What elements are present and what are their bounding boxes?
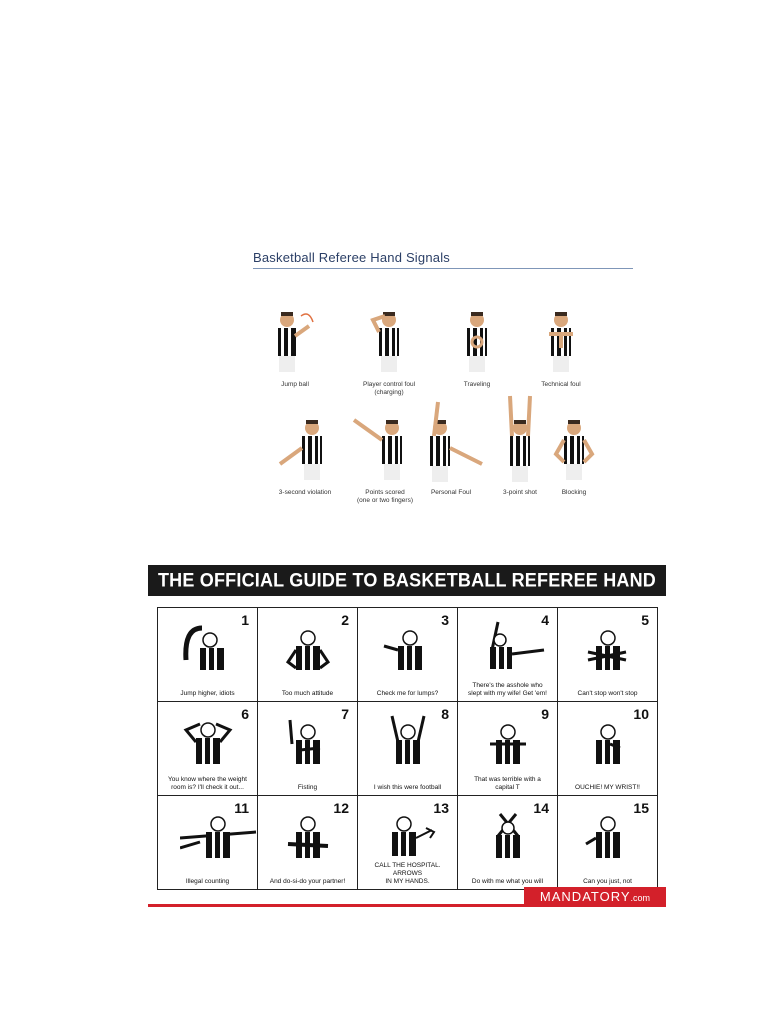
cell-number: 2 — [341, 612, 349, 628]
referee-sketch-1 — [180, 620, 236, 680]
referee-sketch-7 — [280, 714, 336, 774]
referee-jump-ball-figure — [265, 308, 325, 378]
grid-cell — [258, 702, 358, 796]
grid-cell — [358, 702, 458, 796]
signal-caption: Technical foul — [541, 381, 581, 388]
signal-3-second-violation — [260, 416, 350, 497]
cell-caption: Fisting — [297, 784, 318, 791]
cell-caption: Check me for lumps? — [376, 690, 439, 697]
signal-caption: 3-point shot — [503, 489, 537, 496]
referee-signals-chart — [200, 240, 660, 530]
cell-caption: Too much attitude — [281, 690, 334, 697]
signal-traveling — [432, 308, 522, 389]
signal-technical-foul — [516, 308, 606, 389]
grid-cell — [558, 608, 658, 702]
signal-caption: Jump ball — [281, 381, 309, 388]
referee-traveling-figure — [447, 308, 507, 378]
grid-cell — [258, 608, 358, 702]
signal-caption: Player control foul (charging) — [362, 381, 416, 396]
cell-number: 8 — [441, 706, 449, 722]
chart-title: Basketball Referee Hand Signals — [253, 250, 450, 265]
cell-caption: And do-si-do your partner! — [269, 878, 346, 885]
referee-sketch-6 — [180, 714, 236, 774]
cell-number: 11 — [234, 800, 249, 816]
referee-technical-foul-figure — [531, 308, 591, 378]
signal-caption: Personal Foul — [430, 489, 472, 496]
cell-number: 15 — [633, 800, 649, 816]
grid-cell — [158, 702, 258, 796]
referee-sketch-12 — [280, 808, 336, 868]
cell-number: 10 — [633, 706, 649, 722]
signal-caption: Points scored (one or two fingers) — [357, 489, 413, 504]
referee-sketch-13 — [380, 808, 440, 868]
referee-3-second-figure — [270, 416, 340, 486]
signal-jump-ball — [250, 308, 340, 389]
grid-cell — [558, 796, 658, 890]
grid-cell — [558, 702, 658, 796]
title-underline — [253, 268, 633, 269]
cell-caption: You know where the weight room is? I'll check it out... — [168, 776, 247, 791]
cell-caption: Do with me what you will — [471, 878, 544, 885]
cell-number: 4 — [541, 612, 549, 628]
signal-player-control-foul — [344, 308, 434, 397]
cell-caption: Illegal counting — [185, 878, 230, 885]
referee-sketch-8 — [380, 714, 436, 774]
cell-number: 6 — [241, 706, 249, 722]
cell-number: 14 — [533, 800, 549, 816]
cell-number: 13 — [433, 800, 449, 816]
grid-cell — [458, 796, 558, 890]
cell-caption: Can't stop won't stop — [577, 690, 638, 697]
grid-cell — [358, 608, 458, 702]
referee-sketch-3 — [380, 620, 436, 680]
referee-sketch-5 — [580, 620, 636, 680]
cell-caption: Can you just, not — [583, 878, 632, 885]
signal-caption: 3-second violation — [278, 489, 332, 496]
referee-sketch-14 — [480, 808, 536, 868]
cell-caption: OUCHIE! MY WRIST!! — [575, 784, 640, 791]
referee-sketch-2 — [280, 620, 336, 680]
brand-domain: .com — [630, 893, 651, 903]
cell-number: 1 — [241, 612, 249, 628]
referee-sketch-11 — [180, 808, 260, 868]
cell-number: 3 — [441, 612, 449, 628]
brand-logo — [524, 887, 666, 907]
grid-cell — [158, 796, 258, 890]
cell-caption: I wish this were football — [373, 784, 442, 791]
grid-cell — [358, 796, 458, 890]
grid-cell — [458, 608, 558, 702]
referee-charging-figure — [359, 308, 419, 378]
poster-banner — [148, 565, 666, 614]
cell-number: 9 — [541, 706, 549, 722]
poster-title: THE OFFICIAL GUIDE TO BASKETBALL REFEREE HAND SIGNALS — [157, 568, 657, 614]
grid-cell — [158, 608, 258, 702]
referee-sketch-10 — [580, 714, 636, 774]
grid-cell — [458, 702, 558, 796]
signals-grid — [157, 607, 658, 890]
cell-caption: There's the asshole who slept with my wife! Get 'em! — [468, 682, 547, 697]
cell-number: 12 — [333, 800, 349, 816]
grid-cell — [258, 796, 358, 890]
cell-number: 5 — [641, 612, 649, 628]
referee-sketch-4 — [480, 620, 546, 680]
brand-name: MANDATORY — [539, 889, 631, 904]
referee-sketch-9 — [480, 714, 536, 774]
referee-sketch-15 — [580, 808, 636, 868]
signal-blocking — [529, 416, 619, 497]
signal-caption: Traveling — [463, 381, 491, 388]
cell-number: 7 — [341, 706, 349, 722]
cell-caption: That was terrible with a capital T — [474, 776, 541, 791]
cell-caption: Jump higher, idiots — [180, 690, 235, 697]
cell-caption: CALL THE HOSPITAL. ARROWS IN MY HANDS. — [374, 862, 441, 885]
referee-blocking-figure — [544, 416, 604, 486]
signal-caption: Blocking — [561, 489, 587, 496]
